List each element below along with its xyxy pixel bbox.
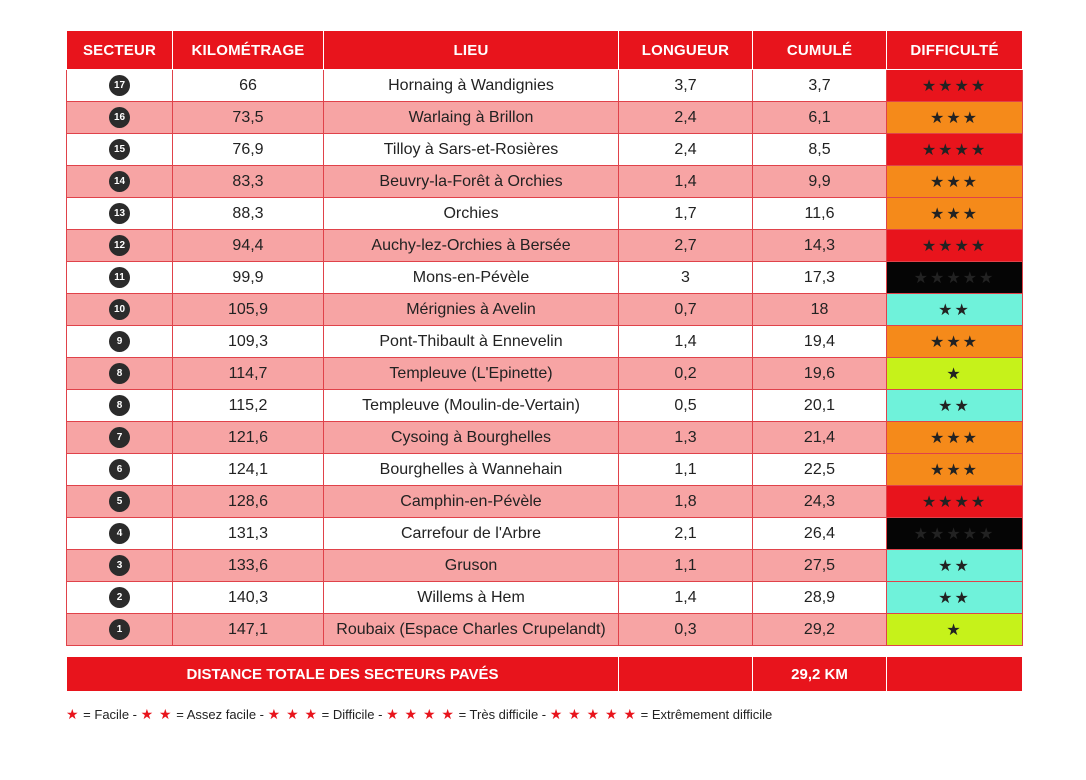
difficulty-stars: ★★★ xyxy=(887,454,1023,486)
lieu-cell: Hornaing à Wandignies xyxy=(324,70,619,102)
table-row xyxy=(67,166,1023,198)
kilometrage-cell: 128,6 xyxy=(173,486,324,518)
header-difficulte: DIFFICULTÉ xyxy=(887,31,1023,70)
table-row xyxy=(67,486,1023,518)
legend-text: = Difficile - xyxy=(318,707,387,722)
sector-cell xyxy=(67,102,173,134)
cumule-cell: 27,5 xyxy=(753,550,887,582)
table-row xyxy=(67,326,1023,358)
lieu-cell: Mons-en-Pévèle xyxy=(324,262,619,294)
longueur-cell: 0,5 xyxy=(619,390,753,422)
difficulty-stars: ★★★★ xyxy=(887,230,1023,262)
kilometrage-cell: 124,1 xyxy=(173,454,324,486)
table-row xyxy=(67,134,1023,166)
longueur-cell: 1,4 xyxy=(619,326,753,358)
table-row xyxy=(67,294,1023,326)
sector-cell xyxy=(67,390,173,422)
legend-text: = Très difficile - xyxy=(454,707,550,722)
longueur-cell: 0,2 xyxy=(619,358,753,390)
sector-cell xyxy=(67,326,173,358)
sectors-table-container xyxy=(66,30,1022,692)
lieu-cell: Beuvry-la-Forêt à Orchies xyxy=(324,166,619,198)
sector-cell xyxy=(67,262,173,294)
total-spacer xyxy=(619,657,753,692)
table-row xyxy=(67,422,1023,454)
sector-cell xyxy=(67,614,173,646)
kilometrage-cell: 109,3 xyxy=(173,326,324,358)
kilometrage-cell: 99,9 xyxy=(173,262,324,294)
sector-badge: 16 xyxy=(109,107,130,128)
cumule-cell: 28,9 xyxy=(753,582,887,614)
cumule-cell: 29,2 xyxy=(753,614,887,646)
kilometrage-cell: 105,9 xyxy=(173,294,324,326)
difficulty-stars: ★★★★ xyxy=(887,486,1023,518)
sector-cell xyxy=(67,358,173,390)
kilometrage-cell: 88,3 xyxy=(173,198,324,230)
header-cumule: CUMULÉ xyxy=(753,31,887,70)
kilometrage-cell: 133,6 xyxy=(173,550,324,582)
cumule-cell: 20,1 xyxy=(753,390,887,422)
sector-badge: 5 xyxy=(109,491,130,512)
legend-stars: ★ ★ ★ ★ ★ xyxy=(549,706,638,722)
cumule-cell: 8,5 xyxy=(753,134,887,166)
sector-cell xyxy=(67,294,173,326)
legend-stars: ★ ★ ★ ★ xyxy=(386,706,455,722)
table-row xyxy=(67,518,1023,550)
table-row xyxy=(67,614,1023,646)
kilometrage-cell: 76,9 xyxy=(173,134,324,166)
sector-badge: 1 xyxy=(109,619,130,640)
difficulty-stars: ★★ xyxy=(887,550,1023,582)
legend-stars: ★ ★ xyxy=(140,706,173,722)
cumule-cell: 3,7 xyxy=(753,70,887,102)
difficulty-stars: ★ xyxy=(887,358,1023,390)
longueur-cell: 2,7 xyxy=(619,230,753,262)
table-row xyxy=(67,358,1023,390)
table-row xyxy=(67,550,1023,582)
table-row xyxy=(67,230,1023,262)
cumule-cell: 21,4 xyxy=(753,422,887,454)
difficulty-stars: ★ xyxy=(887,614,1023,646)
difficulty-stars: ★★ xyxy=(887,582,1023,614)
cumule-cell: 11,6 xyxy=(753,198,887,230)
difficulty-stars: ★★★★ xyxy=(887,134,1023,166)
longueur-cell: 2,4 xyxy=(619,134,753,166)
longueur-cell: 3 xyxy=(619,262,753,294)
lieu-cell: Roubaix (Espace Charles Crupelandt) xyxy=(324,614,619,646)
sector-cell xyxy=(67,518,173,550)
longueur-cell: 1,4 xyxy=(619,582,753,614)
difficulty-stars: ★★★★ xyxy=(887,70,1023,102)
longueur-cell: 2,1 xyxy=(619,518,753,550)
sector-badge: 14 xyxy=(109,171,130,192)
kilometrage-cell: 73,5 xyxy=(173,102,324,134)
cumule-cell: 18 xyxy=(753,294,887,326)
lieu-cell: Pont-Thibault à Ennevelin xyxy=(324,326,619,358)
difficulty-stars: ★★ xyxy=(887,390,1023,422)
cumule-cell: 9,9 xyxy=(753,166,887,198)
sector-badge: 4 xyxy=(109,523,130,544)
total-row xyxy=(67,657,1023,692)
sector-badge: 7 xyxy=(109,427,130,448)
longueur-cell: 1,8 xyxy=(619,486,753,518)
difficulty-stars: ★★★★★ xyxy=(887,262,1023,294)
kilometrage-cell: 131,3 xyxy=(173,518,324,550)
sector-cell xyxy=(67,486,173,518)
table-row xyxy=(67,70,1023,102)
sector-cell xyxy=(67,70,173,102)
table-row xyxy=(67,454,1023,486)
lieu-cell: Willems à Hem xyxy=(324,582,619,614)
lieu-cell: Carrefour de l'Arbre xyxy=(324,518,619,550)
table-row xyxy=(67,390,1023,422)
kilometrage-cell: 140,3 xyxy=(173,582,324,614)
difficulty-stars: ★★★ xyxy=(887,166,1023,198)
longueur-cell: 0,7 xyxy=(619,294,753,326)
difficulty-stars: ★★★ xyxy=(887,422,1023,454)
table-row xyxy=(67,262,1023,294)
sector-badge: 10 xyxy=(109,299,130,320)
table-row xyxy=(67,582,1023,614)
sector-badge: 17 xyxy=(109,75,130,96)
lieu-cell: Gruson xyxy=(324,550,619,582)
legend-text: = Extrêmement difficile xyxy=(637,707,773,722)
longueur-cell: 1,7 xyxy=(619,198,753,230)
difficulty-stars: ★★ xyxy=(887,294,1023,326)
table-body xyxy=(67,70,1023,646)
kilometrage-cell: 83,3 xyxy=(173,166,324,198)
cumule-cell: 26,4 xyxy=(753,518,887,550)
lieu-cell: Templeuve (L'Epinette) xyxy=(324,358,619,390)
legend-stars: ★ ★ ★ xyxy=(267,706,319,722)
lieu-cell: Warlaing à Brillon xyxy=(324,102,619,134)
cumule-cell: 14,3 xyxy=(753,230,887,262)
sector-cell xyxy=(67,422,173,454)
header-kilometrage: KILOMÉTRAGE xyxy=(173,31,324,70)
cumule-cell: 17,3 xyxy=(753,262,887,294)
lieu-cell: Auchy-lez-Orchies à Bersée xyxy=(324,230,619,262)
sector-badge: 2 xyxy=(109,587,130,608)
lieu-cell: Mérignies à Avelin xyxy=(324,294,619,326)
longueur-cell: 1,1 xyxy=(619,550,753,582)
lieu-cell: Templeuve (Moulin-de-Vertain) xyxy=(324,390,619,422)
cumule-cell: 22,5 xyxy=(753,454,887,486)
longueur-cell: 1,3 xyxy=(619,422,753,454)
legend-stars: ★ xyxy=(66,706,80,722)
lieu-cell: Orchies xyxy=(324,198,619,230)
legend-text: = Facile - xyxy=(79,707,141,722)
longueur-cell: 3,7 xyxy=(619,70,753,102)
total-value: 29,2 KM xyxy=(753,657,887,692)
header-secteur: SECTEUR xyxy=(67,31,173,70)
lieu-cell: Tilloy à Sars-et-Rosières xyxy=(324,134,619,166)
kilometrage-cell: 66 xyxy=(173,70,324,102)
kilometrage-cell: 115,2 xyxy=(173,390,324,422)
lieu-cell: Camphin-en-Pévèle xyxy=(324,486,619,518)
total-spacer-end xyxy=(887,657,1023,692)
table-row xyxy=(67,102,1023,134)
kilometrage-cell: 121,6 xyxy=(173,422,324,454)
table-row xyxy=(67,198,1023,230)
cumule-cell: 6,1 xyxy=(753,102,887,134)
header-longueur: LONGUEUR xyxy=(619,31,753,70)
difficulty-stars: ★★★★★ xyxy=(887,518,1023,550)
lieu-cell: Bourghelles à Wannehain xyxy=(324,454,619,486)
sector-cell xyxy=(67,134,173,166)
sector-cell xyxy=(67,582,173,614)
sector-badge: 12 xyxy=(109,235,130,256)
sectors-table xyxy=(66,30,1023,646)
difficulty-legend xyxy=(66,706,772,723)
sector-cell xyxy=(67,230,173,262)
legend-text: = Assez facile - xyxy=(172,707,268,722)
header-lieu: LIEU xyxy=(324,31,619,70)
longueur-cell: 1,1 xyxy=(619,454,753,486)
sector-badge: 15 xyxy=(109,139,130,160)
longueur-cell: 0,3 xyxy=(619,614,753,646)
sector-cell xyxy=(67,198,173,230)
cumule-cell: 19,4 xyxy=(753,326,887,358)
difficulty-stars: ★★★ xyxy=(887,198,1023,230)
sector-badge: 8 xyxy=(109,363,130,384)
total-label: DISTANCE TOTALE DES SECTEURS PAVÉS xyxy=(67,657,619,692)
lieu-cell: Cysoing à Bourghelles xyxy=(324,422,619,454)
cumule-cell: 19,6 xyxy=(753,358,887,390)
cumule-cell: 24,3 xyxy=(753,486,887,518)
total-table xyxy=(66,656,1023,692)
sector-cell xyxy=(67,166,173,198)
sector-cell xyxy=(67,550,173,582)
kilometrage-cell: 114,7 xyxy=(173,358,324,390)
difficulty-stars: ★★★ xyxy=(887,102,1023,134)
longueur-cell: 1,4 xyxy=(619,166,753,198)
sector-badge: 11 xyxy=(109,267,130,288)
kilometrage-cell: 94,4 xyxy=(173,230,324,262)
kilometrage-cell: 147,1 xyxy=(173,614,324,646)
difficulty-stars: ★★★ xyxy=(887,326,1023,358)
table-header-row xyxy=(67,31,1023,70)
sector-badge: 9 xyxy=(109,331,130,352)
sector-cell xyxy=(67,454,173,486)
sector-badge: 6 xyxy=(109,459,130,480)
sector-badge: 3 xyxy=(109,555,130,576)
sector-badge: 8 xyxy=(109,395,130,416)
longueur-cell: 2,4 xyxy=(619,102,753,134)
sector-badge: 13 xyxy=(109,203,130,224)
